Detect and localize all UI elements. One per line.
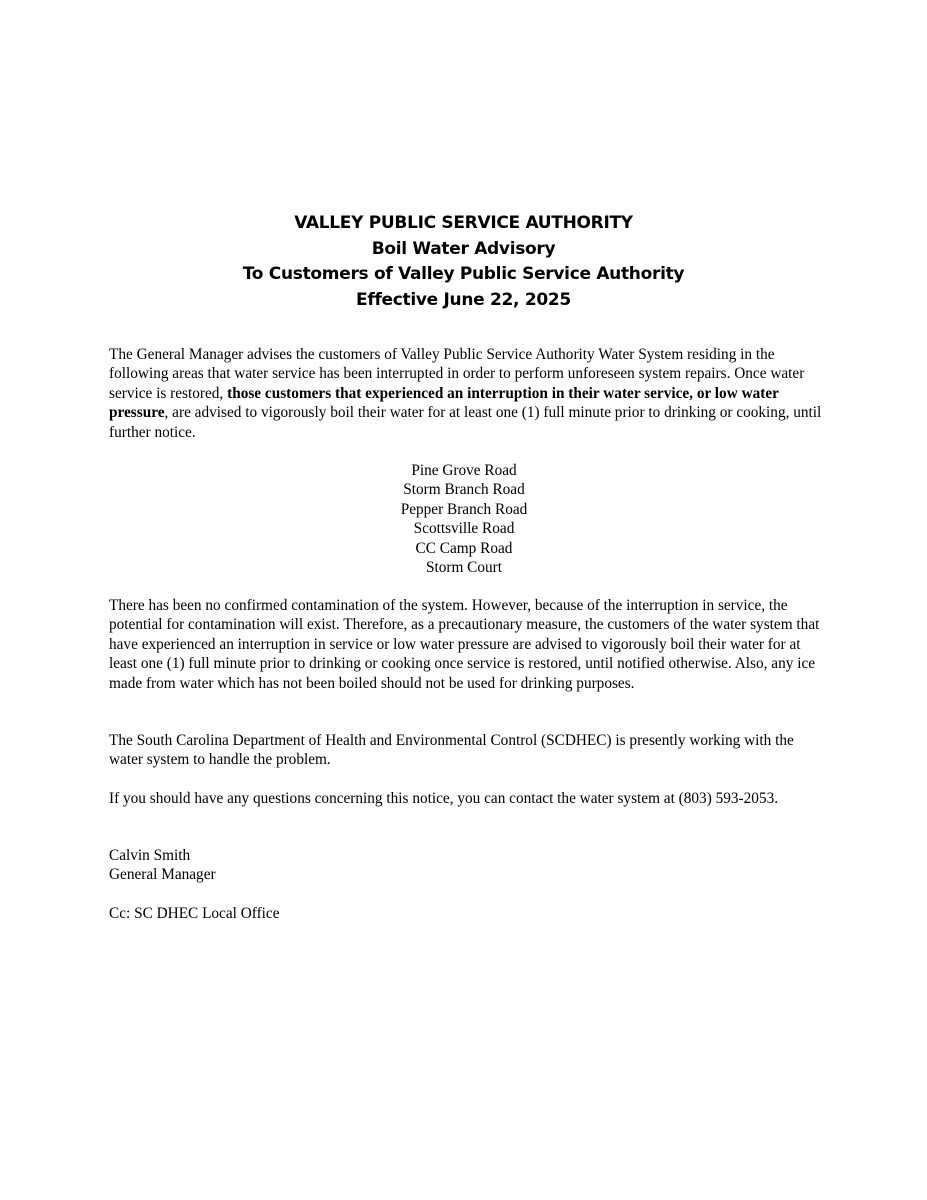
intro-text-start: The General Manager advises the customers of Valley Public Service Authority Water System residing in the following areas that water service has been interrupted in order to perform unforeseen system repairs. Once water service is restored, bbox=[109, 346, 805, 402]
authority-name: VALLEY PUBLIC SERVICE AUTHORITY bbox=[294, 213, 633, 233]
scdhec-paragraph bbox=[109, 731, 825, 770]
signer-title: General Manager bbox=[109, 866, 216, 884]
advisory-header bbox=[0, 211, 927, 313]
effective-date: Effective June 22, 2025 bbox=[356, 289, 571, 310]
cc-line bbox=[109, 904, 825, 923]
contamination-paragraph bbox=[109, 596, 825, 693]
questions-text: If you should have any questions concerning this notice, you can contact the water system at (803) 593-2053. bbox=[109, 790, 779, 807]
signature-block bbox=[109, 846, 825, 885]
questions-paragraph bbox=[109, 789, 825, 808]
intro-bold-text: those customers that experienced an interruption in their water service, or low water pressure bbox=[109, 384, 779, 422]
contamination-text: There has been no confirmed contamination of the system. However, because of the interruption in service, the potential for contamination will exist. Therefore, as a precautionary measure, the customers of the water system that have experienced an interruption in service or low water pressure are advised to vigorously boil their water for at least one (1) full minute prior to drinking or cooking once service is restored, until notified otherwise. Also, any ice made from water which has not been boiled should not be used for drinking purposes. bbox=[109, 597, 820, 692]
road-item: CC Camp Road bbox=[415, 539, 513, 557]
intro-paragraph bbox=[109, 345, 825, 442]
road-item: Storm Branch Road bbox=[403, 481, 525, 499]
affected-roads-list bbox=[109, 461, 819, 577]
road-item: Scottsville Road bbox=[413, 520, 515, 538]
road-item: Pepper Branch Road bbox=[400, 500, 528, 518]
advisory-title: Boil Water Advisory bbox=[371, 238, 556, 259]
scdhec-text: The South Carolina Department of Health and Environmental Control (SCDHEC) is presently working with the water system to handle the problem. bbox=[109, 732, 794, 769]
intro-text-end: , are advised to vigorously boil their water for at least one (1) full minute prior to drinking or cooking, until further notice. bbox=[109, 404, 822, 441]
road-item: Storm Court bbox=[425, 559, 503, 577]
signer-name: Calvin Smith bbox=[109, 847, 191, 864]
cc-text: Cc: SC DHEC Local Office bbox=[109, 905, 280, 922]
advisory-audience: To Customers of Valley Public Service Authority bbox=[242, 264, 685, 284]
road-item: Pine Grove Road bbox=[411, 462, 517, 479]
